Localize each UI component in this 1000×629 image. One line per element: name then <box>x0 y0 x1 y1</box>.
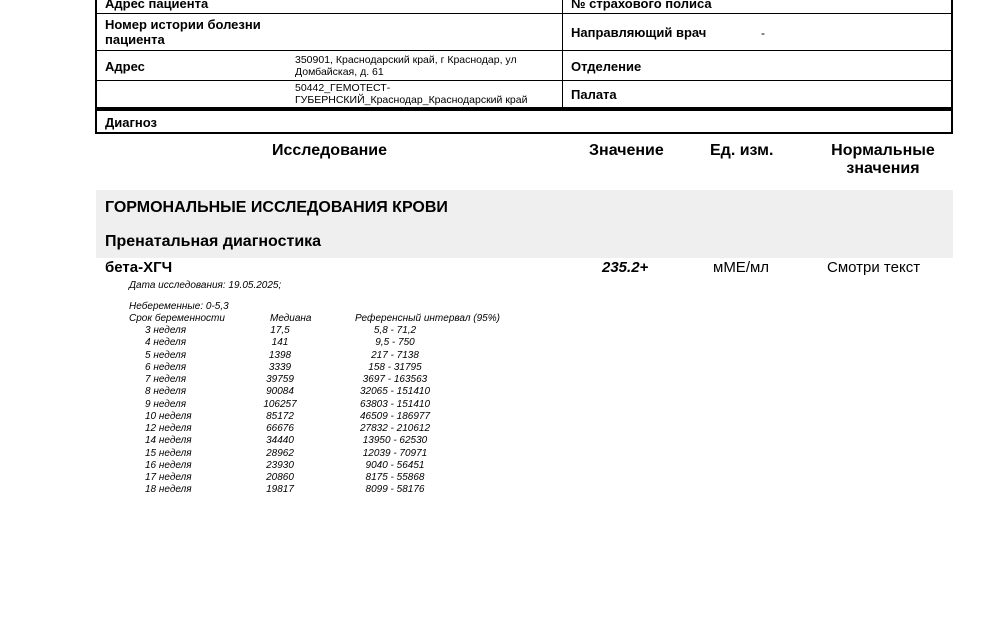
row-divider <box>95 50 953 51</box>
normal-header-line2: значения <box>846 160 920 177</box>
ref-row-range: 8175 - 55868 <box>365 472 425 483</box>
ref-row-median: 39759 <box>266 374 294 385</box>
ref-table-header-range: Референсный интервал (95%) <box>355 313 500 324</box>
ref-row-range: 217 - 7138 <box>371 349 419 361</box>
ref-row-range: 63803 - 151410 <box>359 398 431 410</box>
normal-header-line1: Нормальные <box>831 142 935 159</box>
ref-row-week: 10 неделя <box>145 410 192 422</box>
diagnosis-label: Диагноз <box>105 115 157 130</box>
org-line1: 50442_ГЕМОТЕСТ- <box>295 82 391 94</box>
address-value <box>295 54 517 78</box>
ref-row-week: 12 неделя <box>145 423 192 434</box>
study-date: Дата исследования: 19.05.2025; <box>129 280 282 291</box>
unit-column-header: Ед. изм. <box>710 142 774 159</box>
policy-label: № страхового полиса <box>571 0 712 11</box>
ref-row-week: 15 неделя <box>145 447 192 459</box>
ref-row-median: 23930 <box>266 459 294 471</box>
ref-row-median: 20860 <box>266 472 294 483</box>
ward-label: Палата <box>571 87 617 102</box>
row-divider <box>95 13 953 14</box>
ref-row-median: 19817 <box>266 484 294 496</box>
ref-row-range: 27832 - 210612 <box>359 423 431 434</box>
ref-row-range: 12039 - 70971 <box>362 447 428 459</box>
test-normal: Смотри текст <box>827 259 921 276</box>
test-value: 235.2+ <box>602 259 649 276</box>
non-pregnant-norm: Небеременные: 0-5,3 <box>129 301 229 312</box>
ref-row-range: 32065 - 151410 <box>359 386 431 398</box>
address-line1: 350901, Краснодарский край, г Краснодар, ул <box>295 54 517 66</box>
ref-row-week: 7 неделя <box>145 374 187 385</box>
section-title: ГОРМОНАЛЬНЫЕ ИССЛЕДОВАНИЯ КРОВИ <box>105 199 448 216</box>
normal-values-column-header <box>808 142 958 178</box>
section-subtitle: Пренатальная диагностика <box>105 233 322 250</box>
test-name: бета-ХГЧ <box>105 259 173 276</box>
ref-table-header-median: Медиана <box>270 313 312 324</box>
test-unit: мМЕ/мл <box>713 259 770 276</box>
address-line2: Домбайская, д. 61 <box>295 66 384 78</box>
ref-row-range: 3697 - 163563 <box>362 374 428 385</box>
ref-row-week: 9 неделя <box>145 398 187 410</box>
ref-row-week: 16 неделя <box>145 459 192 471</box>
study-column-header: Исследование <box>272 142 387 159</box>
patient-address-label: Адрес пациента <box>105 0 209 11</box>
ref-row-median: 28962 <box>266 447 294 459</box>
value-column-header: Значение <box>589 142 664 159</box>
ref-row-week: 6 неделя <box>145 361 187 373</box>
doctor-label: Направляющий врач <box>571 25 707 40</box>
ref-row-week: 18 неделя <box>145 484 192 496</box>
org-line2: ГУБЕРНСКИЙ_Краснодар_Краснодарский край <box>295 94 528 106</box>
history-number-label <box>105 17 261 47</box>
ref-row-range: 9040 - 56451 <box>365 459 425 471</box>
column-divider <box>562 0 563 109</box>
address-label: Адрес <box>105 59 145 74</box>
diagnosis-box <box>95 109 953 134</box>
ref-row-median: 85172 <box>266 410 294 422</box>
ref-row-week: 17 неделя <box>145 472 192 483</box>
ref-row-median: 1398 <box>268 349 292 361</box>
history-label-line1: Номер истории болезни <box>105 17 261 32</box>
ref-row-median: 3339 <box>268 361 292 373</box>
organization-value <box>295 82 527 106</box>
ref-row-range: 8099 - 58176 <box>365 484 425 496</box>
ref-row-median: 66676 <box>266 423 294 434</box>
ref-row-range: 5,8 - 71,2 <box>373 325 417 336</box>
ref-row-median: 34440 <box>266 435 294 447</box>
ref-row-range: 158 - 31795 <box>368 361 422 373</box>
row-divider <box>95 80 953 81</box>
department-label: Отделение <box>571 59 642 74</box>
ref-row-range: 9,5 - 750 <box>375 337 415 349</box>
ref-row-week: 8 неделя <box>145 386 187 398</box>
ref-row-median: 90084 <box>266 386 294 398</box>
doctor-value: - <box>761 26 765 40</box>
ref-row-week: 3 неделя <box>145 325 187 336</box>
ref-row-range: 46509 - 186977 <box>359 410 431 422</box>
ref-row-median: 17,5 <box>270 325 290 336</box>
ref-row-range: 13950 - 62530 <box>362 435 428 447</box>
ref-table-header-week: Срок беременности <box>129 313 225 324</box>
ref-row-median: 106257 <box>263 398 297 410</box>
ref-row-median: 141 <box>271 337 289 349</box>
ref-row-week: 5 неделя <box>145 349 187 361</box>
ref-row-week: 4 неделя <box>145 337 187 349</box>
ref-row-week: 14 неделя <box>145 435 192 447</box>
history-label-line2: пациента <box>105 32 165 47</box>
